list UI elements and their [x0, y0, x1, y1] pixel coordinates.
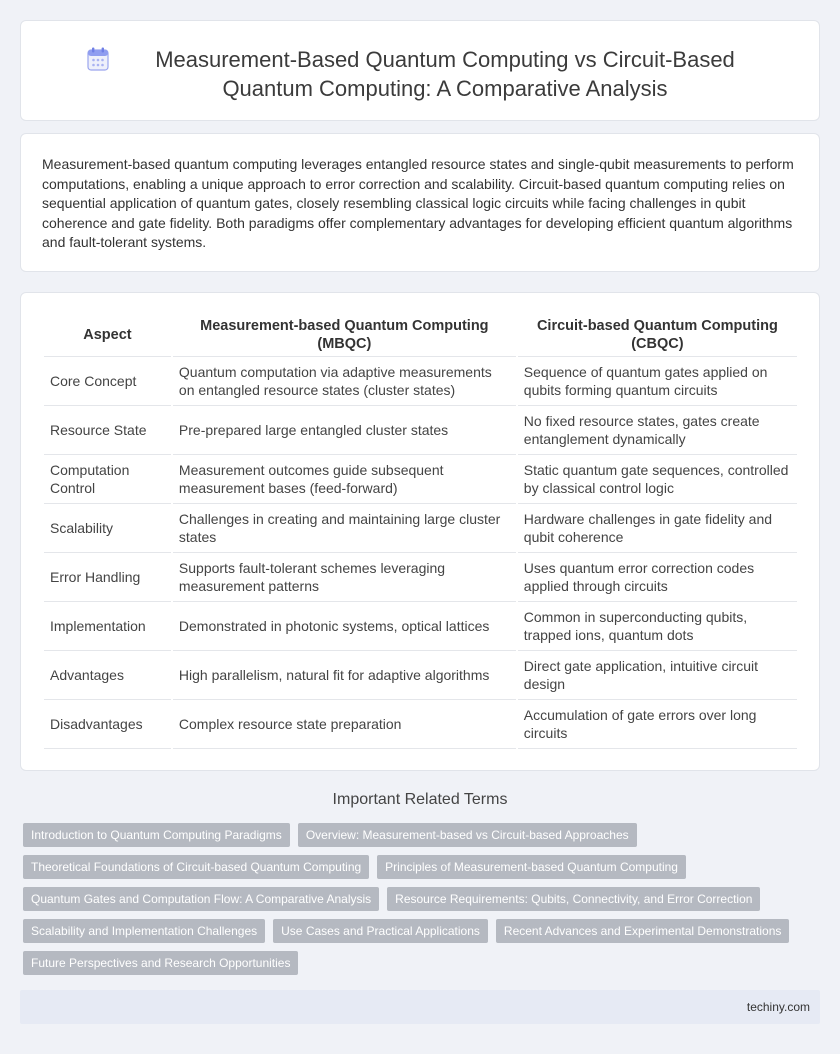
- row-cbqc: Sequence of quantum gates applied on qubits forming quantum circuits: [518, 357, 797, 406]
- related-terms-list: [23, 823, 813, 975]
- row-cbqc: Hardware challenges in gate fidelity and qubit coherence: [518, 504, 797, 553]
- row-aspect: Error Handling: [44, 553, 171, 602]
- row-cbqc: Static quantum gate sequences, controlled by classical control logic: [518, 455, 797, 504]
- table-row: [44, 357, 797, 406]
- table-row: [44, 700, 797, 749]
- table-row: [44, 602, 797, 651]
- header-cbqc: Circuit-based Quantum Computing (CBQC): [518, 313, 797, 357]
- row-aspect: Resource State: [44, 406, 171, 455]
- table-row: [44, 406, 797, 455]
- intro-paragraph: Measurement-based quantum computing leverages entangled resource states and single-qubit measurements to perform computations, enabling a unique approach to error correction and scalability. Circuit-based quantum computing relies on sequential application of quantum gates, closely resembling classical logic circuits while facing challenges in qubit coherence and gate fidelity. Both paradigms offer complementary advantages for developing efficient quantum algorithms and fault-tolerant systems.: [42, 156, 794, 250]
- row-mbqc: Challenges in creating and maintaining large cluster states: [173, 504, 516, 553]
- row-mbqc: Measurement outcomes guide subsequent measurement bases (feed-forward): [173, 455, 516, 504]
- related-term-tag[interactable]: Overview: Measurement-based vs Circuit-based Approaches: [298, 823, 637, 847]
- row-cbqc: Accumulation of gate errors over long circuits: [518, 700, 797, 749]
- row-cbqc: No fixed resource states, gates create entanglement dynamically: [518, 406, 797, 455]
- header-mbqc: Measurement-based Quantum Computing (MBQC): [173, 313, 516, 357]
- related-term-tag[interactable]: Principles of Measurement-based Quantum Computing: [377, 855, 686, 879]
- row-cbqc: Direct gate application, intuitive circuit design: [518, 651, 797, 700]
- related-term-tag[interactable]: Scalability and Implementation Challenges: [23, 919, 265, 943]
- comparison-table: [42, 313, 799, 749]
- intro-card: [20, 133, 820, 272]
- page-title: Measurement-Based Quantum Computing vs Circuit-Based Quantum Computing: A Comparative Analysis: [155, 47, 735, 101]
- row-mbqc: High parallelism, natural fit for adaptive algorithms: [173, 651, 516, 700]
- table-header-row: [44, 313, 797, 357]
- row-mbqc: Demonstrated in photonic systems, optical lattices: [173, 602, 516, 651]
- table-row: [44, 553, 797, 602]
- row-aspect: Scalability: [44, 504, 171, 553]
- row-aspect: Core Concept: [44, 357, 171, 406]
- row-aspect: Computation Control: [44, 455, 171, 504]
- title-card: [20, 20, 820, 121]
- related-term-tag[interactable]: Introduction to Quantum Computing Paradigms: [23, 823, 290, 847]
- footer-bar: [20, 990, 820, 1024]
- row-mbqc: Pre-prepared large entangled cluster states: [173, 406, 516, 455]
- header-aspect: Aspect: [44, 313, 171, 357]
- row-mbqc: Supports fault-tolerant schemes leveraging measurement patterns: [173, 553, 516, 602]
- table-row: [44, 504, 797, 553]
- related-term-tag[interactable]: Use Cases and Practical Applications: [273, 919, 488, 943]
- row-cbqc: Uses quantum error correction codes applied through circuits: [518, 553, 797, 602]
- table-row: [44, 651, 797, 700]
- table-row: [44, 455, 797, 504]
- comparison-table-card: [20, 292, 820, 771]
- related-term-tag[interactable]: Resource Requirements: Qubits, Connectivity, and Error Correction: [387, 887, 760, 911]
- related-term-tag[interactable]: Recent Advances and Experimental Demonstrations: [496, 919, 789, 943]
- related-term-tag[interactable]: Future Perspectives and Research Opportunities: [23, 951, 298, 975]
- related-terms-heading: Important Related Terms: [332, 791, 508, 808]
- row-mbqc: Quantum computation via adaptive measurements on entangled resource states (cluster states): [173, 357, 516, 406]
- related-term-tag[interactable]: Theoretical Foundations of Circuit-based Quantum Computing: [23, 855, 369, 879]
- footer-site-link[interactable]: techiny.com: [746, 1000, 810, 1014]
- row-aspect: Advantages: [44, 651, 171, 700]
- row-aspect: Implementation: [44, 602, 171, 651]
- row-aspect: Disadvantages: [44, 700, 171, 749]
- row-mbqc: Complex resource state preparation: [173, 700, 516, 749]
- row-cbqc: Common in superconducting qubits, trapped ions, quantum dots: [518, 602, 797, 651]
- related-term-tag[interactable]: Quantum Gates and Computation Flow: A Comparative Analysis: [23, 887, 379, 911]
